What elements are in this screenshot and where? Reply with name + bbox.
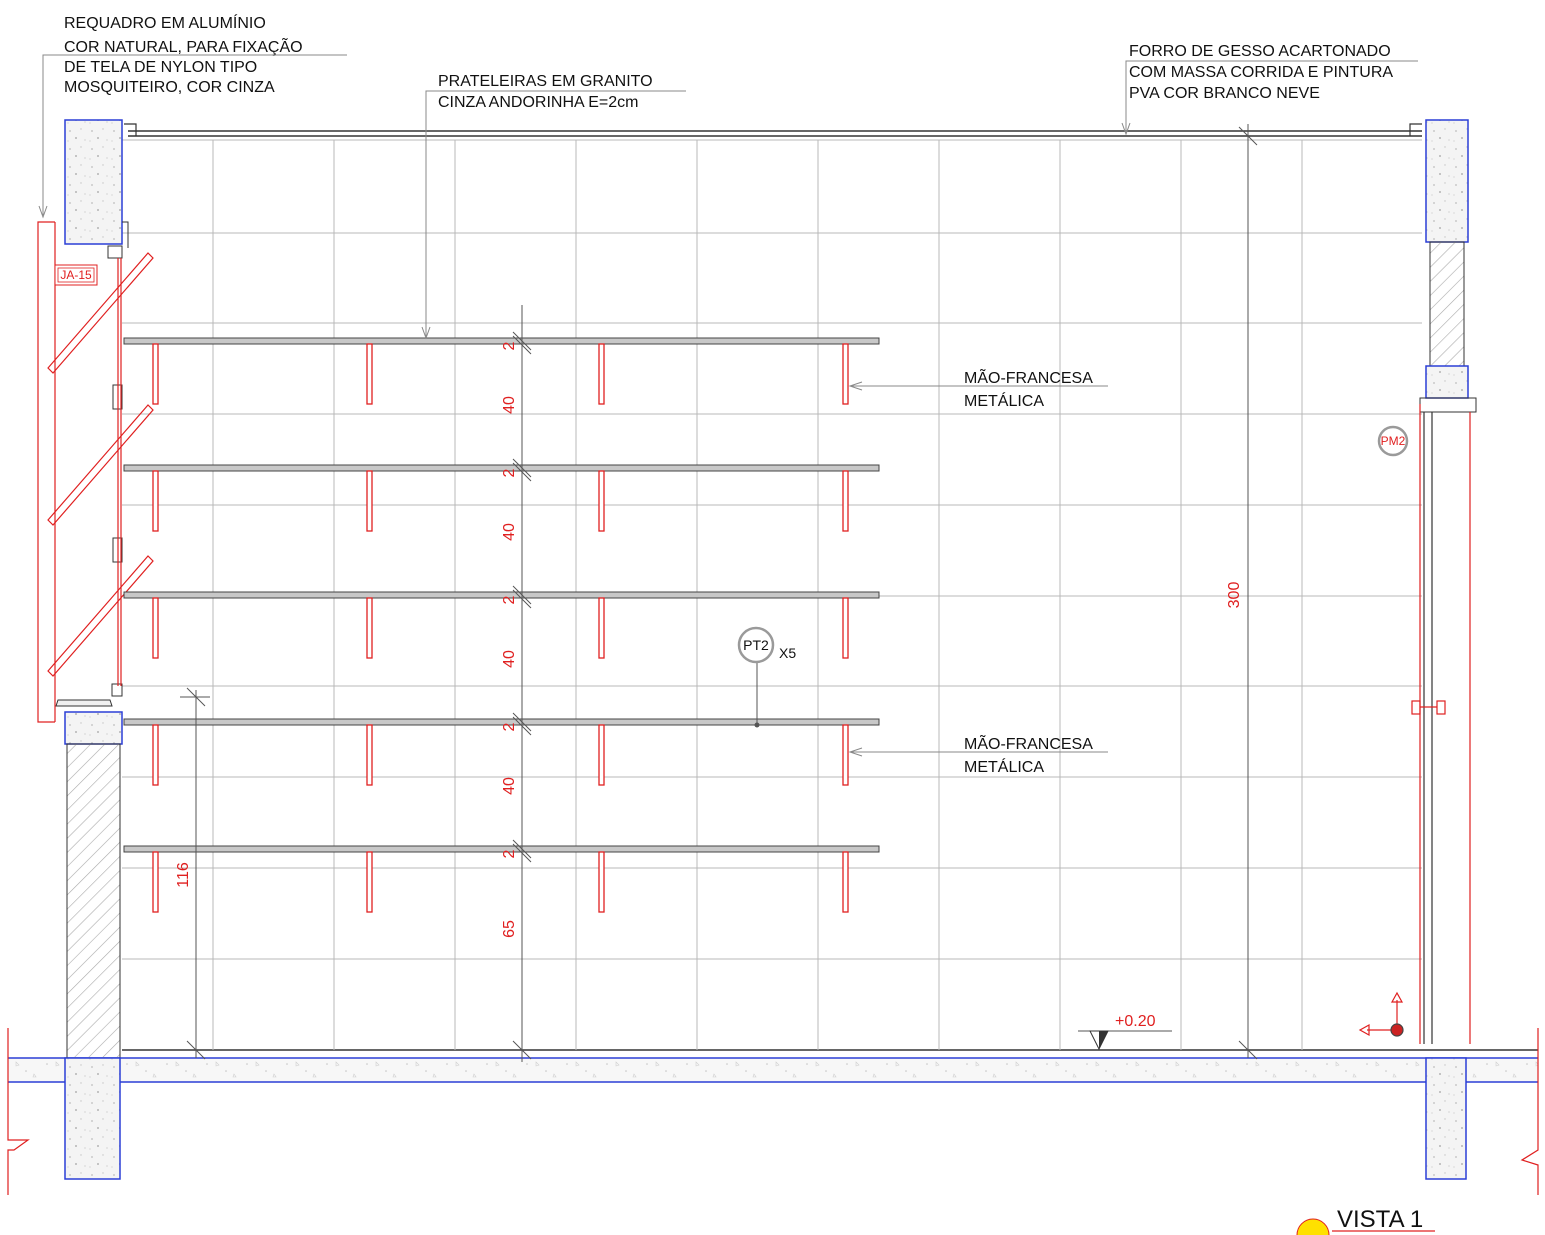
note-prateleiras-line-2: CINZA ANDORINHA E=2cm [438, 94, 639, 111]
floor-slab [8, 1050, 1538, 1082]
note-requadro-line-4: MOSQUITEIRO, COR CINZA [64, 79, 275, 96]
level-marker [1078, 1013, 1172, 1049]
view-title [1297, 1206, 1435, 1235]
note-mao-francesa-1 [850, 367, 1108, 410]
door-tag [1379, 427, 1407, 455]
note-forro-line-1: FORRO DE GESSO ACARTONADO [1129, 43, 1391, 60]
note-requadro-line-1: REQUADRO EM ALUMÍNIO [64, 15, 266, 32]
note-mao-francesa-2-line-1: MÃO-FRANCESA [964, 736, 1093, 753]
shelf-tag-label: PT2 [743, 637, 769, 653]
door-frame [1412, 404, 1470, 1044]
note-mao-francesa-2 [850, 733, 1108, 776]
shelf-thickness-3: 2 [501, 595, 518, 605]
window-tag [55, 265, 97, 285]
shelf-spacing-2: 40 [501, 523, 518, 541]
metal-brackets [153, 344, 848, 912]
door-tag-label: PM2 [1380, 434, 1406, 448]
gypsum-ceiling [124, 124, 1422, 136]
north-arrow-symbol [1360, 993, 1403, 1036]
section-break-left [8, 1028, 28, 1195]
window-frame [38, 222, 153, 722]
note-forro-line-2: COM MASSA CORRIDA E PINTURA [1129, 64, 1394, 81]
shelf-tag-count: X5 [779, 645, 797, 661]
note-prateleiras [422, 73, 686, 338]
sill-height: 116 [175, 862, 192, 888]
shelf-thickness-5: 2 [501, 849, 518, 859]
shelf-dimension-line [513, 305, 531, 1062]
note-requadro-line-3: DE TELA DE NYLON TIPO [64, 59, 258, 76]
note-mao-francesa-1-line-1: MÃO-FRANCESA [964, 370, 1093, 387]
shelf-thickness-1: 2 [501, 341, 518, 351]
shelf-tag [739, 628, 796, 728]
shelf-thickness-2: 2 [501, 468, 518, 478]
note-requadro-line-2: COR NATURAL, PARA FIXAÇÃO [64, 39, 303, 56]
view-title-label: VISTA 1 [1337, 1206, 1424, 1233]
shelf-thickness-4: 2 [501, 722, 518, 732]
note-forro [1122, 43, 1418, 134]
granite-shelves [124, 338, 879, 852]
note-mao-francesa-2-line-2: METÁLICA [964, 759, 1045, 776]
shelf-spacing-3: 40 [501, 650, 518, 668]
note-forro-line-3: PVA COR BRANCO NEVE [1129, 85, 1320, 102]
section-break-right [1522, 1028, 1538, 1195]
total-height: 300 [1226, 581, 1243, 609]
note-mao-francesa-1-line-2: METÁLICA [964, 393, 1045, 410]
shelf-spacing-4: 40 [501, 777, 518, 795]
shelf-spacing-1: 40 [501, 396, 518, 414]
window-tag-label: JA-15 [60, 268, 92, 282]
right-wall [1420, 120, 1476, 1179]
bottom-gap: 65 [501, 920, 518, 938]
level-label: +0.20 [1115, 1013, 1156, 1030]
note-prateleiras-line-1: PRATELEIRAS EM GRANITO [438, 73, 653, 90]
